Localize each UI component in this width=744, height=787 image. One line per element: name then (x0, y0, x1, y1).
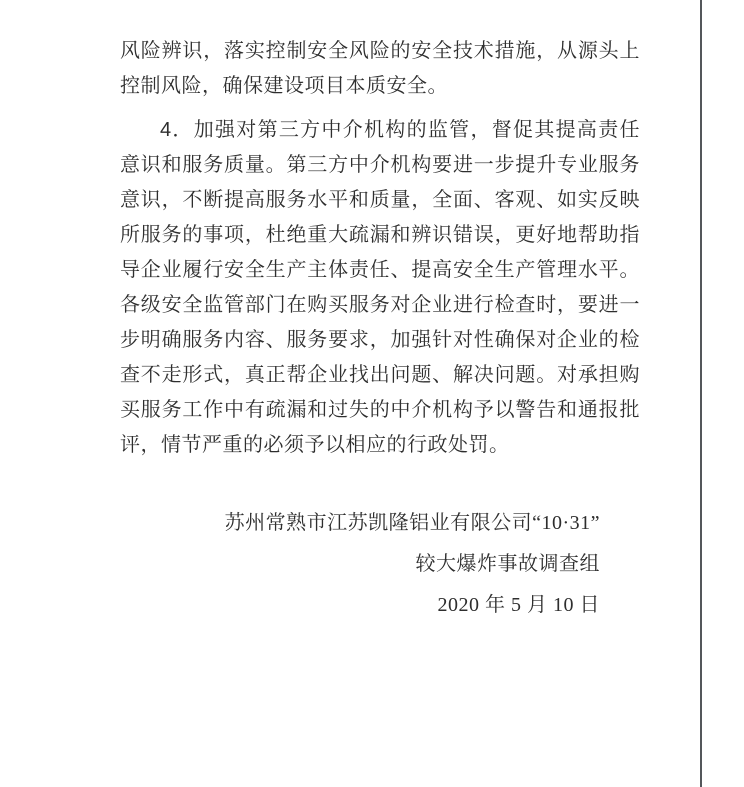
paragraph-continuation: 风险辨识，落实控制安全风险的安全技术措施，从源头上控制风险，确保建设项目本质安全。 (120, 40, 640, 97)
paragraph-item-4: 4．加强对第三方中介机构的监管，督促其提高责任意识和服务质量。第三方中介机构要进一步提升专业服务意识，不断提高服务水平和质量，全面、客观、如实反映所服务的事项，杜绝重大疏漏和辨识错误，更好地帮助指导企业履行安全生产主体责任、提高安全生产管理水平。各级安全监管部门在购买服务对企业进行检查时，要进一步明确服务内容、服务要求，加强针对性确保对企业的检查不走形式，真正帮企业找出问题、解决问题。对承担购买服务工作中有疏漏和过失的中介机构予以警告和通报批评，情节严重的必须予以相应的行政处罚。 (120, 119, 640, 456)
signature-investigation-group: 较大爆炸事故调查组 (415, 553, 600, 575)
signature-block (120, 503, 640, 626)
signature-date: 2020 年 5 月 10 日 (437, 594, 600, 616)
document-body (120, 34, 640, 626)
signature-company-name: 苏州常熟市江苏凯隆铝业有限公司 (224, 512, 533, 534)
signature-incident-code: “10·31” (532, 512, 600, 534)
signature-org-line (120, 503, 600, 544)
page-right-border-line (700, 0, 702, 787)
